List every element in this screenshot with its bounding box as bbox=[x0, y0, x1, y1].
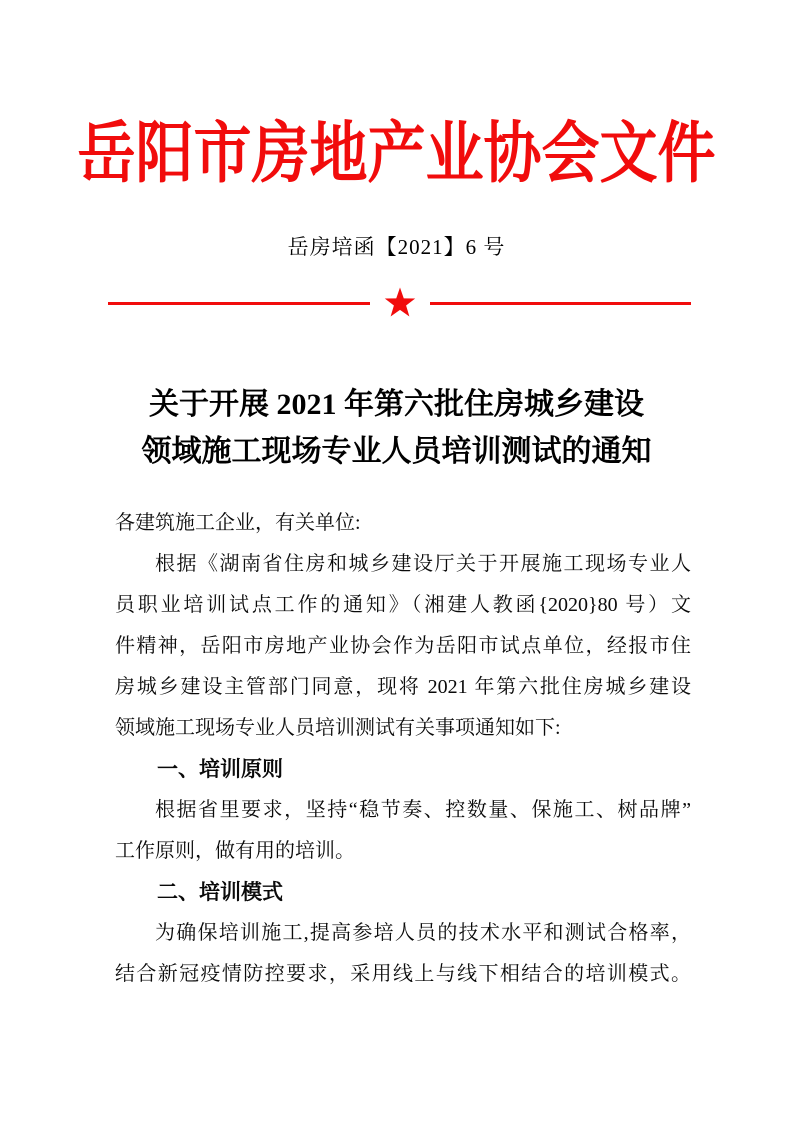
body-line: 领域施工现场专业人员培训测试有关事项通知如下: bbox=[115, 717, 561, 739]
body-line: 为确保培训施工,提高参培人员的技术水平和测试合格率， bbox=[155, 922, 691, 944]
red-rule-right-segment bbox=[430, 302, 692, 305]
red-rule-left-segment bbox=[108, 302, 370, 305]
document-reference-number: 岳房培函【2021】6 号 bbox=[287, 235, 506, 259]
body-line: 件精神，岳阳市房地产业协会作为岳阳市试点单位，经报市住 bbox=[115, 635, 691, 657]
red-star-icon bbox=[383, 287, 417, 319]
letterhead-org-title: 岳阳市房地产业协会文件 bbox=[77, 116, 716, 191]
body-line: 员职业培训试点工作的通知》（湘建人教函{2020}80 号）文 bbox=[115, 594, 691, 616]
body-line: 根据省里要求，坚持“稳节奏、控数量、保施工、树品牌” bbox=[155, 799, 691, 821]
body-line: 结合新冠疫情防控要求，采用线上与线下相结合的培训模式。 bbox=[115, 963, 691, 985]
section-heading: 一、培训原则 bbox=[157, 758, 283, 781]
document-title-line1: 关于开展 2021 年第六批住房城乡建设 bbox=[149, 388, 644, 421]
document-body bbox=[115, 503, 691, 995]
section-heading: 二、培训模式 bbox=[157, 881, 283, 904]
letterhead-red-rule bbox=[108, 287, 691, 319]
body-line: 房城乡建设主管部门同意，现将 2021 年第六批住房城乡建设 bbox=[115, 676, 691, 698]
document-title-line2: 领域施工现场专业人员培训测试的通知 bbox=[141, 435, 652, 468]
body-line: 工作原则，做有用的培训。 bbox=[115, 840, 355, 862]
document-title bbox=[0, 381, 793, 475]
body-line: 根据《湖南省住房和城乡建设厅关于开展施工现场专业人 bbox=[155, 553, 691, 575]
body-line: 各建筑施工企业，有关单位: bbox=[115, 512, 361, 534]
